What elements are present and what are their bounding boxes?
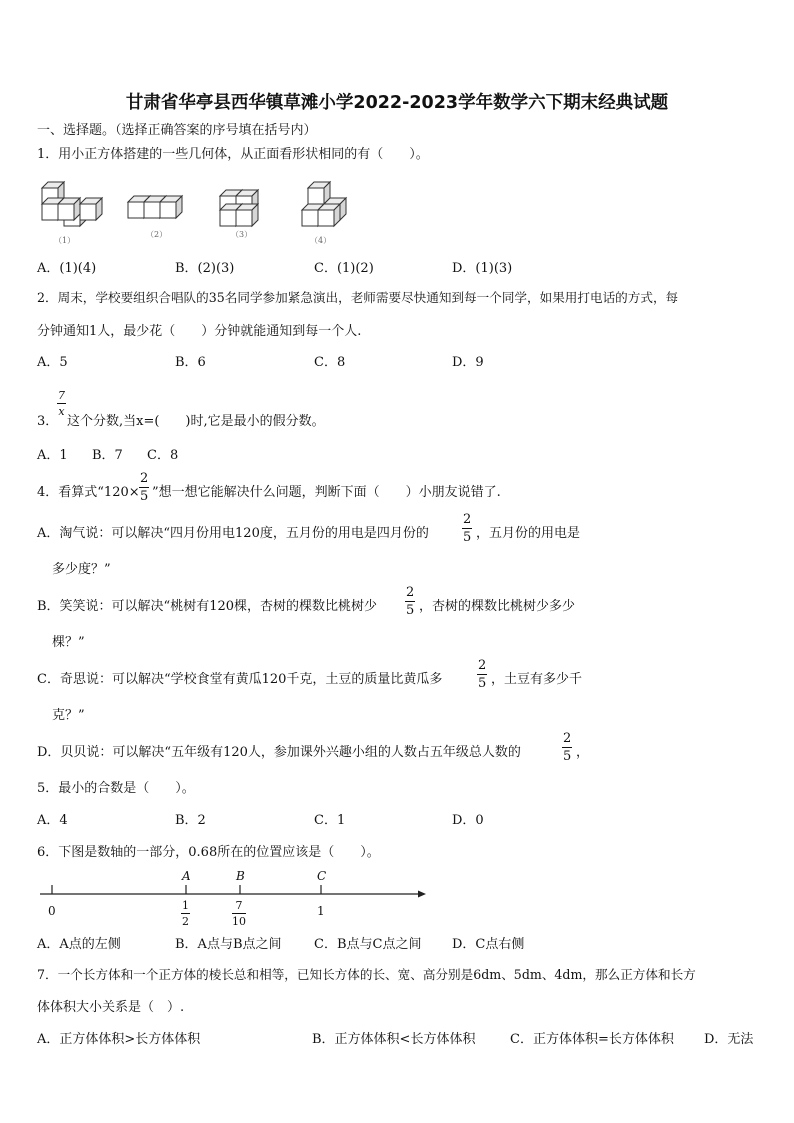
question-7-line-2: 体体积大小关系是（ ）. bbox=[37, 1000, 185, 1015]
q5-option-a: A．4 bbox=[37, 813, 68, 828]
question-4-stem-end: ”想一想它能解决什么问题，判断下面（ ）小朋友说错了. bbox=[152, 485, 501, 500]
q7-option-a: A．正方体体积>长方体体积 bbox=[37, 1032, 201, 1047]
q4-stem-fraction bbox=[139, 472, 149, 503]
question-2-line-1: 2．周末，学校要组织合唱队的35名同学参加紧急演出，老师需要尽快通知到每一个同学，如果用打电话的方式，每 bbox=[37, 290, 679, 305]
q3-option-a: A．1 bbox=[37, 448, 68, 463]
q4-option-d-end: ， bbox=[576, 745, 590, 760]
fraction-numerator: 7 bbox=[235, 899, 243, 912]
figure-4 bbox=[302, 182, 346, 226]
q7-option-c: C．正方体体积=长方体体积 bbox=[510, 1032, 674, 1047]
q1-option-c: C．(1)(2) bbox=[314, 261, 374, 276]
q1-option-d: D．(1)(3) bbox=[452, 261, 513, 276]
q4-option-a-start: A．淘气说：可以解决“四月份用电120度，五月份的用电是四月份的 bbox=[37, 526, 429, 541]
fraction-denominator: 5 bbox=[478, 676, 487, 691]
q4-option-a-fraction bbox=[462, 513, 472, 544]
q4-option-c-middle: ，土豆有多少千 bbox=[491, 672, 583, 687]
q4-option-c-fraction bbox=[477, 659, 487, 690]
q6-option-b: B．A点与B点之间 bbox=[175, 937, 282, 952]
q6-option-c: C．B点与C点之间 bbox=[314, 937, 422, 952]
axis-arrow bbox=[418, 891, 426, 898]
q4-option-b-fraction bbox=[405, 586, 415, 617]
point-c-label: C bbox=[317, 869, 327, 883]
question-6-stem: 6．下图是数轴的一部分，0.68所在的位置应该是（ ）。 bbox=[37, 845, 380, 860]
q4-option-d-fraction bbox=[562, 732, 572, 763]
q3-fraction-numerator: 7 bbox=[58, 389, 65, 402]
figure-caption-4: （4） bbox=[310, 236, 332, 245]
fraction-numerator: 2 bbox=[478, 658, 487, 673]
q5-option-d: D．0 bbox=[452, 813, 484, 828]
q4-option-b-end: 棵？” bbox=[52, 635, 85, 650]
question-5-stem: 5．最小的合数是（ ）。 bbox=[37, 781, 195, 796]
section-heading: 一、选择题。（选择正确答案的序号填在括号内） bbox=[37, 123, 317, 138]
question-3-stem: 这个分数,当x=( )时,它是最小的假分数。 bbox=[67, 414, 325, 429]
figure-1 bbox=[42, 182, 102, 226]
q4-option-b-start: B．笑笑说：可以解决“桃树有120棵，杏树的棵数比桃树少 bbox=[37, 599, 378, 614]
q3-option-c: C．8 bbox=[147, 448, 179, 463]
fraction-numerator: 2 bbox=[463, 512, 472, 527]
zero-label: 0 bbox=[48, 904, 56, 918]
fraction-numerator: 2 bbox=[406, 585, 415, 600]
q3-option-b: B．7 bbox=[92, 448, 123, 463]
fraction-numerator: 2 bbox=[140, 471, 149, 486]
point-c-value: 1 bbox=[317, 904, 325, 918]
figure-3 bbox=[220, 190, 258, 226]
fraction-denominator: 5 bbox=[140, 489, 149, 504]
page-title: 甘肃省华亭县西华镇草滩小学2022-2023学年数学六下期末经典试题 bbox=[125, 93, 669, 113]
q5-option-b: B．2 bbox=[175, 813, 206, 828]
figure-caption-3: （3） bbox=[231, 230, 253, 239]
q1-option-b: B．(2)(3) bbox=[175, 261, 235, 276]
question-2-line-2: 分钟通知1人，最少花（ ）分钟就能通知到每一个人. bbox=[37, 324, 362, 339]
point-b-value bbox=[232, 900, 246, 927]
question-4-stem-start: 4．看算式“120× bbox=[37, 485, 140, 500]
fraction-denominator: 5 bbox=[563, 749, 572, 764]
question-3-number: 3． bbox=[37, 414, 59, 429]
q3-fraction bbox=[57, 390, 66, 417]
q6-option-a: A．A点的左侧 bbox=[37, 937, 121, 952]
q6-option-d: D．C点右侧 bbox=[452, 937, 525, 952]
q4-option-c-start: C．奇思说：可以解决“学校食堂有黄瓜120千克，土豆的质量比黄瓜多 bbox=[37, 672, 443, 687]
q1-option-a: A．(1)(4) bbox=[37, 261, 97, 276]
fraction-denominator: 10 bbox=[232, 915, 246, 928]
question-1-stem: 1．用小正方体搭建的一些几何体，从正面看形状相同的有（ ）。 bbox=[37, 147, 429, 162]
point-a-label: A bbox=[182, 869, 191, 883]
fraction-numerator: 1 bbox=[182, 899, 189, 912]
q5-option-c: C．1 bbox=[314, 813, 346, 828]
fraction-denominator: 2 bbox=[182, 915, 189, 928]
q2-option-d: D．9 bbox=[452, 355, 484, 370]
q2-option-c: C．8 bbox=[314, 355, 346, 370]
question-7-line-1: 7．一个长方体和一个正方体的棱长总和相等，已知长方体的长、宽、高分别是6dm、5dm、4dm，那么正方体和长方 bbox=[37, 967, 696, 982]
fraction-numerator: 2 bbox=[563, 731, 572, 746]
fraction-denominator: 5 bbox=[463, 530, 472, 545]
q7-option-b: B．正方体体积<长方体体积 bbox=[312, 1032, 476, 1047]
figure-caption-1: （1） bbox=[54, 236, 76, 245]
q4-option-b-middle: ，杏树的棵数比桃树少多少 bbox=[419, 599, 576, 614]
q4-option-c-end: 克？” bbox=[52, 708, 85, 723]
figure-2 bbox=[128, 196, 182, 218]
q4-option-d-start: D．贝贝说：可以解决“五年级有120人，参加课外兴趣小组的人数占五年级总人数的 bbox=[37, 745, 521, 760]
point-a-value bbox=[181, 900, 190, 927]
point-b-label: B bbox=[236, 869, 245, 883]
q2-option-a: A．5 bbox=[37, 355, 68, 370]
q3-fraction-denominator: x bbox=[58, 405, 65, 418]
figure-caption-2: （2） bbox=[146, 230, 168, 239]
q2-option-b: B．6 bbox=[175, 355, 206, 370]
fraction-denominator: 5 bbox=[406, 603, 415, 618]
q7-option-d: D．无法 bbox=[704, 1032, 754, 1047]
q4-option-a-middle: ，五月份的用电是 bbox=[476, 526, 581, 541]
q4-option-a-end: 多少度？” bbox=[52, 562, 111, 577]
